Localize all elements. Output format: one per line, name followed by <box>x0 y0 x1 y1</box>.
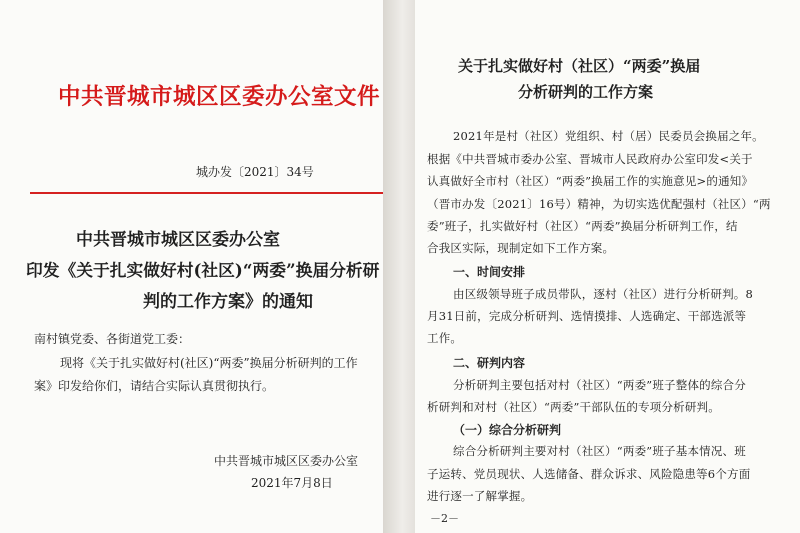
recipients: 南村镇党委、各街道党工委： <box>34 332 191 346</box>
issuer-title: 中共晋城市城区区委办公室 <box>76 230 280 250</box>
red-divider-line <box>30 192 383 194</box>
body-line2: 案》印发给你们，请结合实际认真贯彻执行。 <box>34 379 275 393</box>
plan-title-line2: 分析研判的工作方案 <box>518 83 654 101</box>
right-page <box>415 0 800 533</box>
page-number: －2－ <box>430 512 459 525</box>
plan-title-line1: 关于扎实做好村（社区）“两委”换届 <box>458 57 701 75</box>
intro-line: 认真做好全市村（社区）“两委”换届工作的实施意见>的通知》 <box>427 174 754 188</box>
intro-line: 合我区实际，现制定如下工作方案。 <box>427 241 615 255</box>
section1-line: 由区级领导班子成员带队，逐村（社区）进行分析研判。8 <box>453 287 754 301</box>
intro-line: （晋市办发〔2021〕16号）精神，为切实选优配强村（社区）“两 <box>427 197 771 211</box>
signature-organization: 中共晋城市城区区委办公室 <box>214 454 359 468</box>
subsection-line: 子运转、党员现状、人选储备、群众诉求、风险隐患等6个方面 <box>427 467 751 481</box>
section1-line: 月31日前，完成分析研判、选情摸排、人选确定、干部选派等 <box>427 309 747 323</box>
section2-heading: 二、研判内容 <box>453 356 526 370</box>
section2-line: 分析研判主要包括对村（社区）“两委”班子整体的综合分 <box>453 378 746 392</box>
section1-line: 工作。 <box>427 331 463 345</box>
body-line1: 现将《关于扎实做好村(社区)“两委”换届分析研判的工作 <box>60 356 358 370</box>
notice-title-line1: 印发《关于扎实做好村(社区)“两委”换届分析研 <box>26 260 380 280</box>
section2-line: 析研判和对村（社区）“两委”干部队伍的专项分析研判。 <box>427 400 720 414</box>
left-page <box>0 0 383 533</box>
subsection-heading: （一）综合分析研判 <box>453 423 562 437</box>
signature-date: 2021年7月8日 <box>251 476 333 490</box>
section1-heading: 一、时间安排 <box>453 265 526 279</box>
intro-line: 根据《中共晋城市委办公室、晋城市人民政府办公室印发<关于 <box>427 152 753 166</box>
subsection-line: 综合分析研判主要对村（社区）“两委”班子基本情况、班 <box>453 444 746 458</box>
red-header-title: 中共晋城市城区区委办公室文件 <box>58 84 381 110</box>
page-gutter <box>383 0 415 533</box>
subsection-line: 进行逐一了解掌握。 <box>427 489 533 503</box>
intro-line: 2021年是村（社区）党组织、村（居）民委员会换届之年。 <box>453 129 764 143</box>
notice-title-line2: 判的工作方案》的通知 <box>143 292 313 312</box>
intro-line: 委”班子，扎实做好村（社区）“两委”换届分析研判工作，结 <box>427 219 738 233</box>
document-number: 城办发〔2021〕34号 <box>196 165 314 179</box>
